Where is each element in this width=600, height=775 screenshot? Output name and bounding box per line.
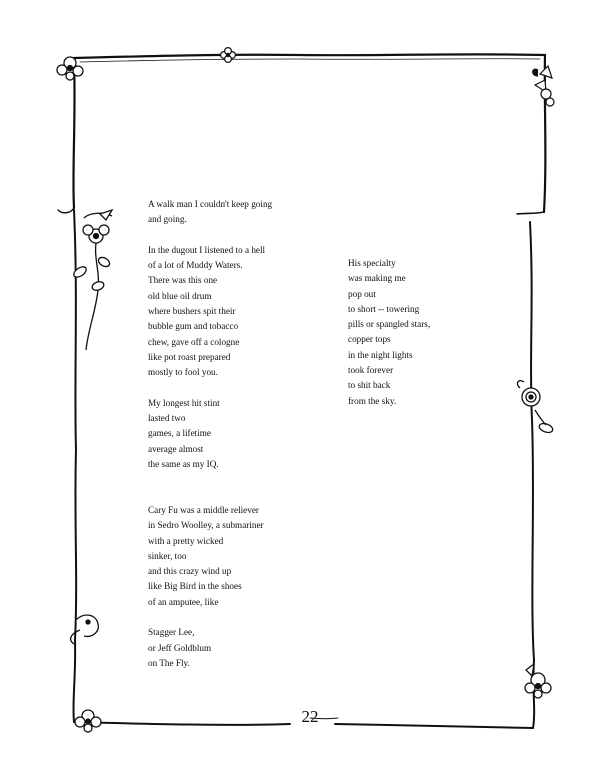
poem-line: took forever [348, 365, 394, 376]
top-vine-line [74, 54, 545, 58]
poem-line: pills or spangled stars, [348, 319, 431, 330]
poem-line: in Sedro Woolley, a submariner [148, 520, 264, 531]
poem-line: There was this one [148, 275, 218, 286]
rose-right-middle [517, 381, 553, 434]
poem-line: the same as my IQ. [148, 459, 219, 470]
flower-left-upper [72, 210, 112, 350]
stanza [148, 197, 272, 228]
stanza [148, 396, 272, 472]
poem-right-column [348, 256, 430, 424]
poem-line: My longest hit stint [148, 397, 220, 408]
poem-line: with a pretty wicked [148, 535, 224, 546]
poem-line: His specialty [348, 258, 396, 268]
poem-line: average almost [148, 443, 204, 454]
poem-line: copper tops [348, 334, 391, 345]
page-number: 22 [301, 707, 319, 726]
poem-line: games, a lifetime [148, 428, 212, 439]
poem-line: chew, gave off a cologne [148, 336, 240, 347]
poem-line: bubble gum and tobacco [148, 321, 239, 332]
poem-line: like pot roast prepared [148, 351, 231, 362]
poem-line: to shit back [348, 380, 391, 391]
flower-bottom-right [525, 664, 551, 698]
poem-line: A walk man I couldn't keep going [148, 199, 273, 209]
poem-line: of an amputee, like [148, 596, 219, 607]
poem-line: lasted two [148, 413, 186, 424]
flower-top-right [533, 66, 554, 106]
stanza [148, 625, 272, 671]
right-vine-line-upper [544, 55, 545, 212]
left-vine-line [73, 58, 74, 208]
right-vine-line-lower [530, 222, 534, 728]
bottom-vine-line [74, 722, 290, 725]
flower-top-left [57, 57, 83, 80]
poem-line: and going. [148, 214, 187, 225]
poem-line: and this crazy wind up [148, 566, 232, 577]
stanza [348, 256, 430, 409]
poem-line: or Jeff Goldblum [148, 642, 212, 653]
poem-left-column [148, 197, 272, 687]
poem-line: like Big Bird in the shoes [148, 581, 242, 592]
stanza [148, 503, 272, 610]
poem-line: Cary Fu was a middle reliever [148, 504, 259, 515]
poem-line: sinker, too [148, 550, 187, 561]
poem-line: to short -- towering [348, 303, 420, 314]
poem-line: old blue oil drum [148, 290, 212, 301]
stanza [148, 243, 272, 381]
poem-line: on The Fly. [148, 657, 190, 668]
poem-line: where bushers spit their [148, 306, 236, 317]
poem-line: of a lot of Muddy Waters. [148, 260, 243, 271]
flower-top-middle [221, 48, 236, 63]
poem-line: was making me [348, 273, 406, 284]
poem-line: Stagger Lee, [148, 627, 195, 638]
poem-line: mostly to fool you. [148, 367, 218, 378]
poem-line: pop out [348, 288, 376, 299]
poem-line: from the sky. [348, 395, 397, 406]
poem-line: in the night lights [348, 349, 413, 360]
poem-line: In the dugout I listened to a hell [148, 244, 266, 255]
